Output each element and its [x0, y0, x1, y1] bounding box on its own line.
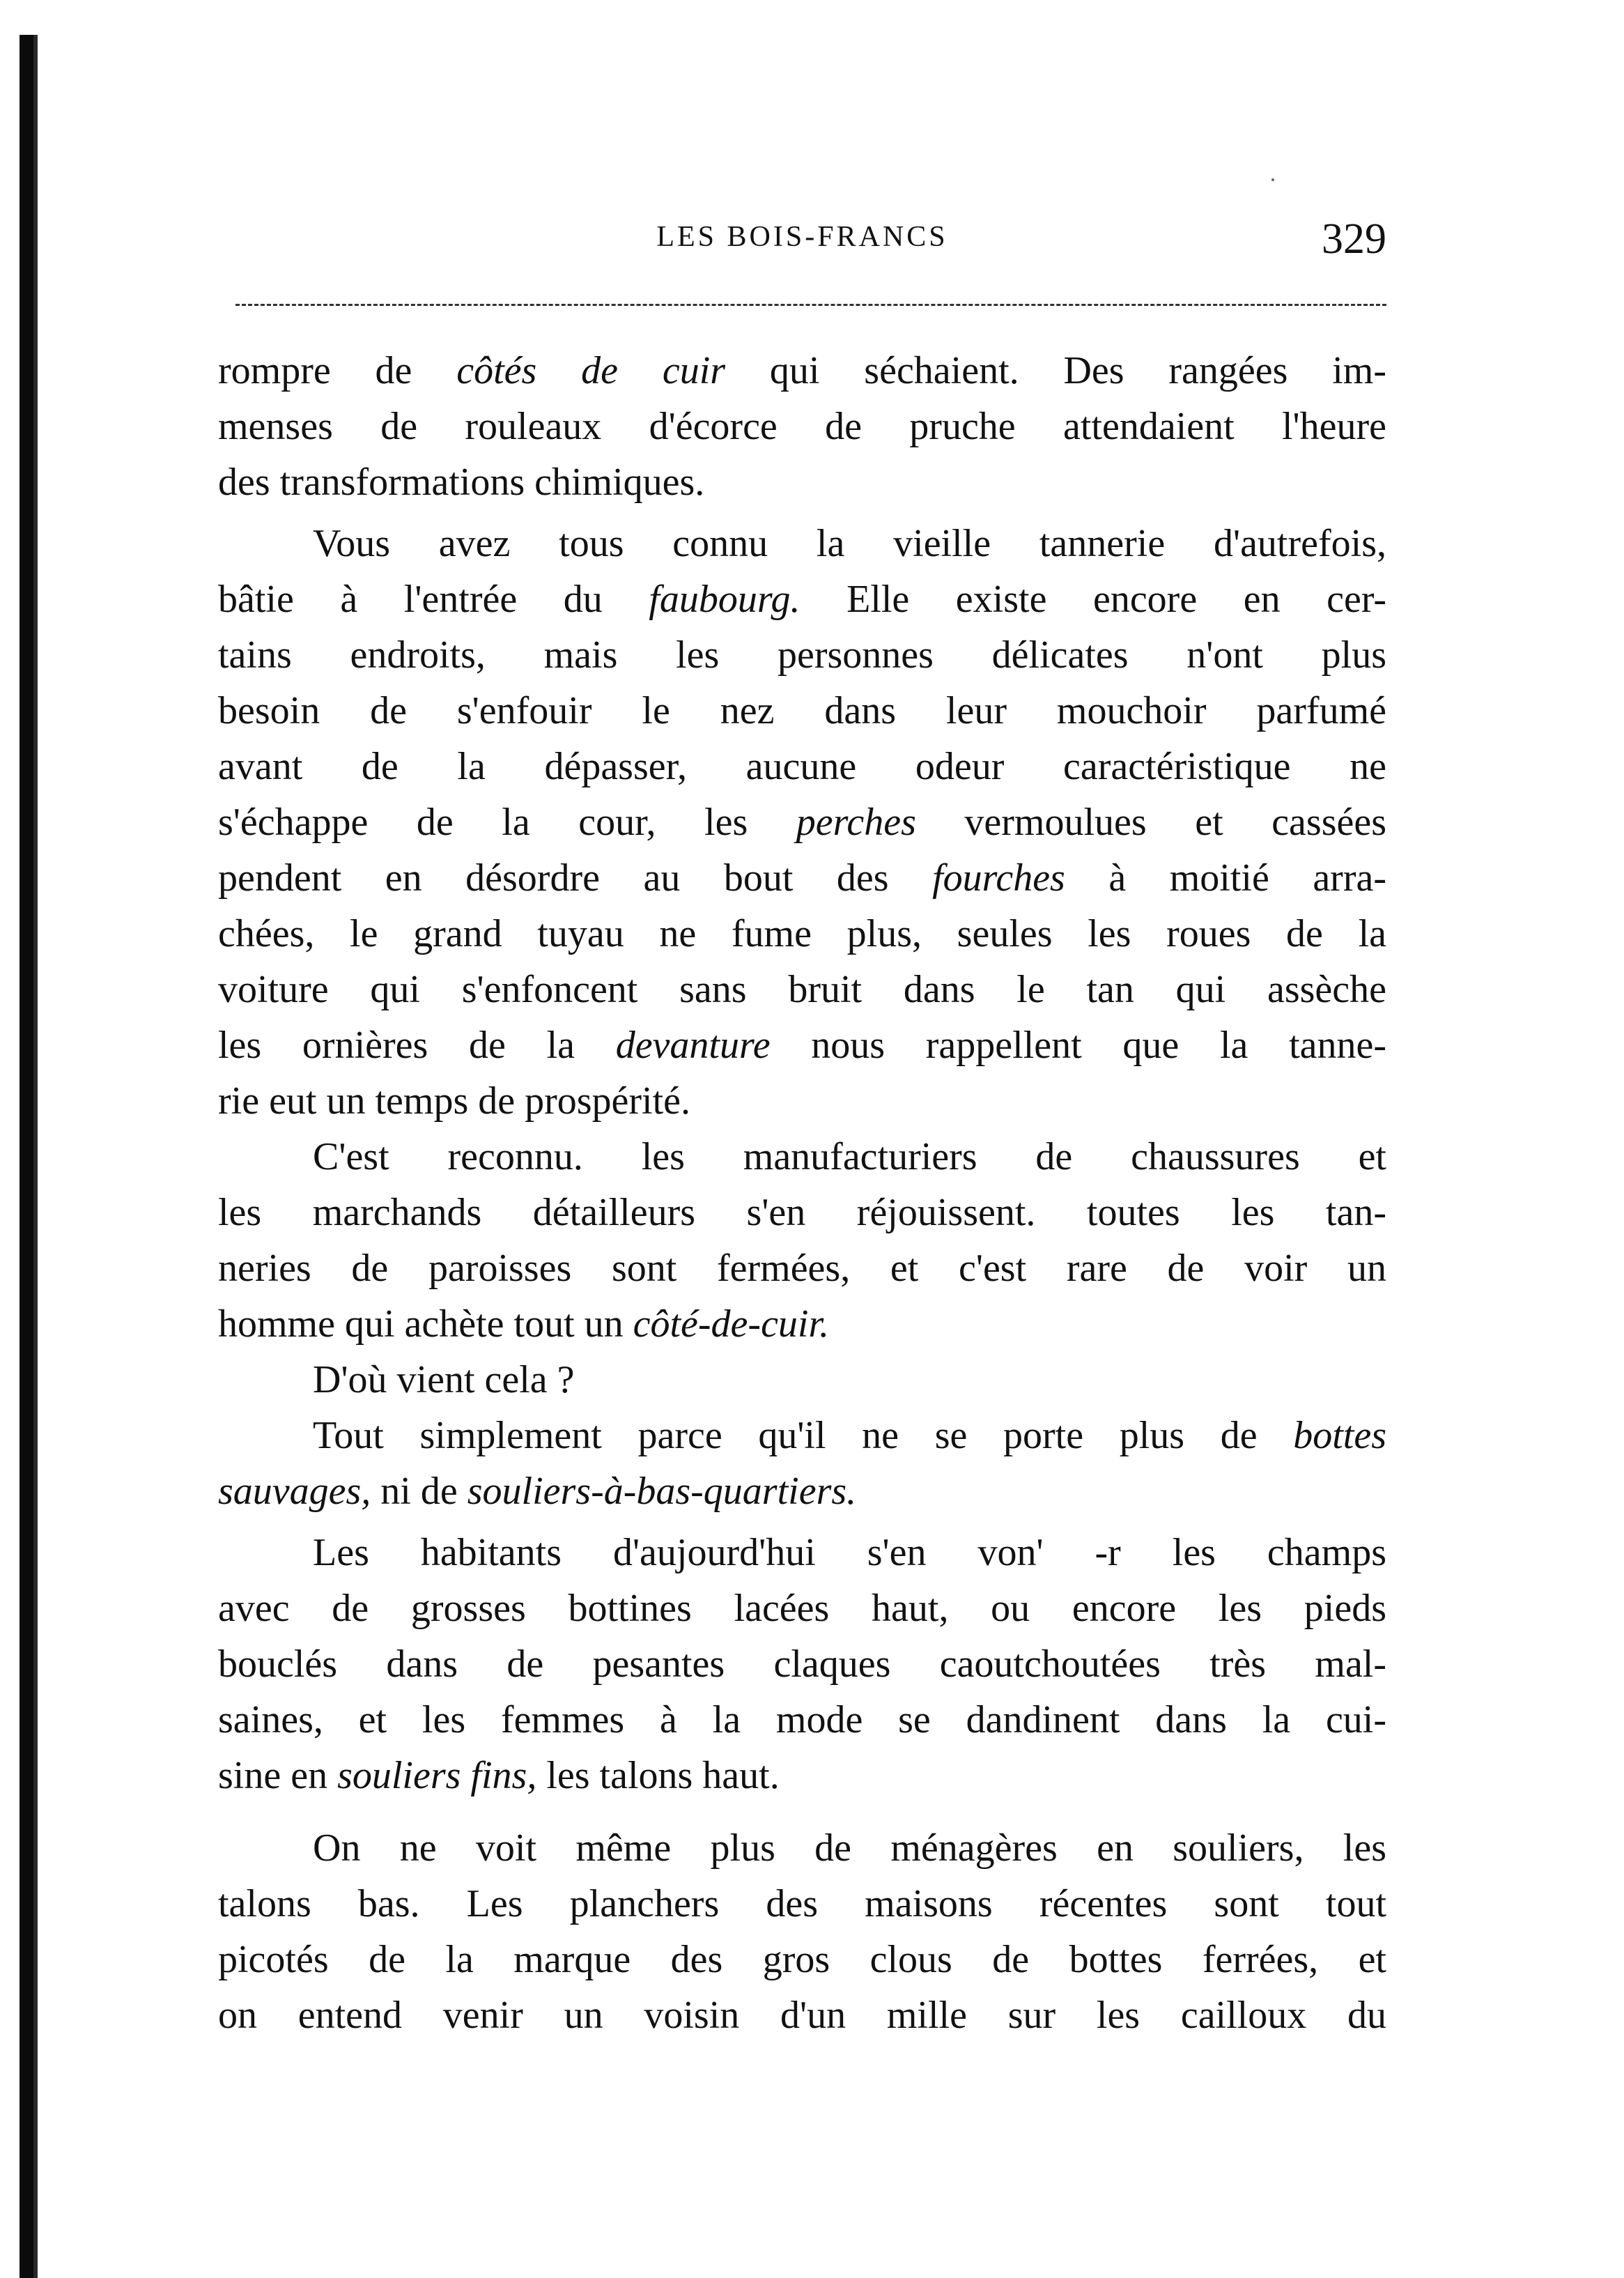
body-text: [218, 343, 1386, 2043]
text-line: [218, 1692, 1386, 1748]
text-run: les talons haut.: [536, 1754, 780, 1797]
page-binding-edge: [20, 35, 33, 2278]
text-run: à moitié arra-: [1065, 856, 1386, 900]
text-line: [218, 1932, 1386, 1987]
text-run: Elle existe encore en cer-: [800, 578, 1386, 621]
text-line: [218, 683, 1386, 739]
text-line: [218, 1987, 1386, 2043]
paper-speck: [1271, 178, 1274, 181]
text-line: [218, 850, 1386, 906]
paragraph-start-line: [218, 1525, 1386, 1580]
text-run: On ne voit même plus de ménagères en souliers, les: [313, 1826, 1386, 1870]
text-line: [218, 627, 1386, 683]
running-title: LES BOIS-FRANCS: [656, 221, 948, 253]
text-run: talons bas. Les planchers des maisons récentes sont tout: [218, 1882, 1386, 1925]
text-line: [218, 739, 1386, 794]
text-run: sine en: [218, 1754, 338, 1797]
italic-term: perches: [796, 801, 916, 844]
text-run: voiture qui s'enfoncent sans bruit dans le tan qui assèche: [218, 968, 1386, 1011]
paragraph-start-line: [218, 1352, 1386, 1408]
text-line: [218, 1017, 1386, 1073]
italic-term: souliers fins,: [337, 1754, 537, 1797]
text-run: nous rappellent que la tanne-: [770, 1024, 1386, 1067]
text-run: vermoulues et cassées: [915, 801, 1387, 844]
text-run: Les habitants d'aujourd'hui s'en von' -r les champs: [313, 1531, 1386, 1574]
text-run: ni de: [371, 1470, 467, 1513]
text-run: homme qui achète tout un: [218, 1302, 633, 1346]
text-run: tains endroits, mais les personnes délicates n'ont plus: [218, 633, 1386, 677]
text-line: [218, 906, 1386, 962]
italic-term: sauvages,: [218, 1470, 371, 1513]
italic-term: souliers-à-bas-quartiers.: [467, 1470, 857, 1513]
text-run: Tout simplement parce qu'il ne se porte plus de: [313, 1414, 1294, 1457]
italic-term: devanture: [615, 1024, 771, 1067]
text-run: pendent en désordre au bout des: [218, 856, 933, 900]
text-run: neries de paroisses sont fermées, et c'est rare de voir un: [218, 1247, 1386, 1290]
header-rule: [235, 304, 1386, 306]
text-line: [218, 1185, 1386, 1240]
text-line: [218, 1876, 1386, 1932]
text-run: picotés de la marque des gros clous de bottes ferrées, et: [218, 1938, 1386, 1981]
paragraph-start-line: [218, 1129, 1386, 1185]
text-run: bouclés dans de pesantes claques caoutchoutées très mal-: [218, 1642, 1386, 1686]
text-line: [218, 571, 1386, 627]
text-run: avec de grosses bottines lacées haut, ou encore les pieds: [218, 1587, 1386, 1630]
text-line: [218, 794, 1386, 850]
text-run: les ornières de la: [218, 1024, 616, 1067]
text-run: rompre de: [218, 349, 457, 392]
text-line: [218, 399, 1386, 454]
text-line: [218, 1636, 1386, 1692]
italic-term: côté-de-cuir.: [633, 1302, 830, 1346]
paragraph-start-line: [218, 1408, 1386, 1463]
text-line: [218, 454, 1386, 510]
text-line: [218, 962, 1386, 1017]
italic-term: côtés de cuir: [456, 349, 726, 392]
italic-term: bottes: [1293, 1414, 1386, 1457]
italic-term: fourches: [932, 856, 1065, 900]
text-run: D'où vient cela ?: [313, 1358, 575, 1401]
text-line: [218, 343, 1386, 399]
paragraph-start-line: [218, 516, 1386, 571]
page-number: 329: [1322, 215, 1386, 263]
text-run: saines, et les femmes à la mode se dandinent dans la cui-: [218, 1698, 1386, 1741]
text-line: [218, 1463, 1386, 1519]
text-line: [218, 1296, 1386, 1352]
text-run: besoin de s'enfouir le nez dans leur mouchoir parfumé: [218, 689, 1386, 732]
text-run: C'est reconnu. les manufacturiers de chaussures et: [313, 1135, 1386, 1178]
text-run: des transformations chimiques.: [218, 461, 705, 504]
text-run: chées, le grand tuyau ne fume plus, seules les roues de la: [218, 912, 1386, 955]
page-binding-shadow: [33, 35, 38, 2278]
italic-term: faubourg.: [649, 578, 801, 621]
text-line: [218, 1748, 1386, 1803]
text-line: [218, 1240, 1386, 1296]
text-run: les marchands détailleurs s'en réjouissent. toutes les tan-: [218, 1191, 1386, 1234]
text-run: Vous avez tous connu la vieille tannerie d'autrefois,: [313, 522, 1386, 565]
text-run: rie eut un temps de prospérité.: [218, 1079, 691, 1123]
paragraph-start-line: [218, 1820, 1386, 1876]
text-line: [218, 1073, 1386, 1129]
text-run: s'échappe de la cour, les: [218, 801, 796, 844]
running-head: [218, 215, 1386, 270]
text-run: menses de rouleaux d'écorce de pruche attendaient l'heure: [218, 405, 1386, 448]
text-run: bâtie à l'entrée du: [218, 578, 649, 621]
text-line: [218, 1580, 1386, 1636]
text-run: avant de la dépasser, aucune odeur caractéristique ne: [218, 745, 1386, 788]
text-run: on entend venir un voisin d'un mille sur les cailloux du: [218, 1994, 1386, 2037]
text-run: qui séchaient. Des rangées im-: [725, 349, 1387, 392]
